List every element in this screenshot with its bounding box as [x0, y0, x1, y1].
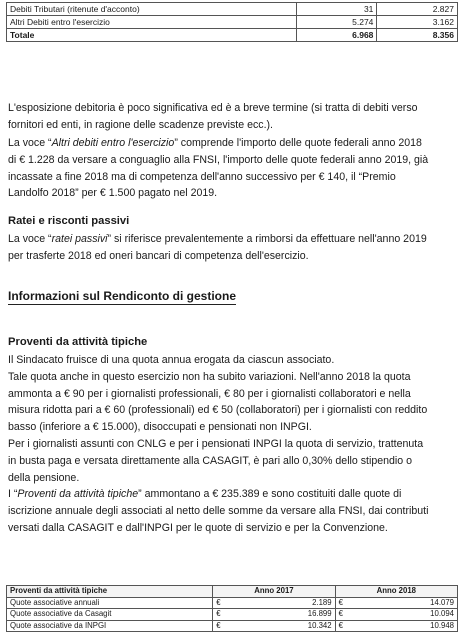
value-2017: 6.968 [296, 29, 377, 42]
value-2018: 8.356 [377, 29, 458, 42]
text-line: Il Sindacato fruisce di una quota annua erogata da ciascun associato. [8, 354, 335, 366]
text-fragment: ” si riferisce prevalentemente a rimborsi da effettuare nell'anno 2019 [107, 233, 427, 245]
text-line: di € 1.228 da versare a conguaglio alla FNSI, l'importo delle quote federali anno 2019, già [8, 153, 429, 166]
section-heading: Informazioni sul Rendiconto di gestione [8, 289, 237, 303]
text-line: della pensione. [8, 471, 80, 484]
currency-symbol: € [335, 620, 351, 632]
row-label: Quote associative da INPGI [7, 620, 213, 632]
value-2017: 2.189 [229, 597, 335, 609]
text-fragment: La voce “ [8, 137, 52, 149]
text-line: versati dalla CASAGIT e dall'INPGI per le quote di servizio e per la Convenzione. [8, 521, 388, 534]
value-2017: 10.342 [229, 620, 335, 632]
table-row [7, 16, 458, 29]
table-row [7, 609, 458, 621]
value-2018: 10.948 [352, 620, 458, 632]
text-line: Tale quota anche in questo esercizio non ha subito variazioni. Nell'anno 2018 la quota [8, 370, 411, 383]
debts-table [6, 2, 458, 42]
text-line: basso (inferiore a € 15.000), disoccupati e pensionati non INPGI. [8, 421, 312, 434]
value-2018: 14.079 [352, 597, 458, 609]
header-2017: Anno 2017 [213, 586, 335, 598]
row-label: Totale [7, 29, 297, 42]
proventi-table [6, 585, 458, 632]
value-2018: 10.094 [352, 609, 458, 621]
table-header-row [7, 586, 458, 598]
value-2018: 2.827 [377, 3, 458, 16]
currency-symbol: € [213, 609, 229, 621]
header-label: Proventi da attività tipiche [7, 586, 213, 598]
paragraph-debt-exposure [8, 100, 460, 134]
row-label: Quote associative da Casagit [7, 609, 213, 621]
paragraph-other-debts [8, 135, 460, 202]
paragraph-proventi [8, 352, 460, 537]
table-row [7, 620, 458, 632]
text-line: Per i giornalisti assunti con CNLG e per i pensionati INPGI la quota di servizio, trattenuta [8, 437, 424, 450]
text-fragment: I “ [8, 488, 18, 501]
text-line: L'esposizione debitoria è poco significativa ed è a breve termine (si tratta di debiti verso [8, 102, 418, 114]
italic-term: ratei passivi [51, 233, 108, 245]
text-line: Landolfo 2018” per € 1.500 pagato nel 2019. [8, 187, 218, 200]
text-fragment: ” ammontano a € 235.389 e sono costituiti dalle quote di [138, 488, 402, 501]
heading-proventi: Proventi da attività tipiche [8, 336, 148, 348]
text-fragment: La voce “ [8, 233, 52, 245]
currency-symbol: € [213, 597, 229, 609]
table-row-total [7, 29, 458, 42]
currency-symbol: € [335, 609, 351, 621]
heading-ratei: Ratei e risconti passivi [8, 215, 130, 227]
text-line: per trasferte 2018 ed oneri bancari di competenza dell'esercizio. [8, 249, 309, 262]
table-row [7, 3, 458, 16]
table-row [7, 597, 458, 609]
text-line: fornitori ed enti, in ragione delle scadenze previste ecc.). [8, 118, 273, 131]
text-line: ammonta a € 90 per i giornalisti professionali, € 80 per i giornalisti collaboratori e nella [8, 387, 411, 400]
value-2017: 31 [296, 3, 377, 16]
text-line: in busta paga e versata direttamente alla CASAGIT, è pari allo 0,30% dello stipendio o [8, 454, 412, 467]
currency-symbol: € [213, 620, 229, 632]
value-2017: 16.899 [229, 609, 335, 621]
text-line: misura ridotta pari a € 60 (professionali) ed € 50 (collaboratori) per i giornalisti con reddito [8, 404, 428, 417]
row-label: Quote associative annuali [7, 597, 213, 609]
value-2017: 5.274 [296, 16, 377, 29]
italic-term: Proventi da attività tipiche [17, 488, 139, 501]
value-2018: 3.162 [377, 16, 458, 29]
text-fragment: ” comprende l'importo delle quote federali anno 2018 [174, 137, 422, 149]
row-label: Altri Debiti entro l'esercizio [7, 16, 297, 29]
row-label: Debiti Tributari (ritenute d'acconto) [7, 3, 297, 16]
header-2018: Anno 2018 [335, 586, 457, 598]
text-line: incassate a fine 2018 ma di competenza dell'anno successivo per € 140, il “Premio [8, 170, 396, 183]
text-line: iscrizione annuale degli associati al netto delle somme da versare alla FNSI, dai contributi [8, 505, 429, 518]
currency-symbol: € [335, 597, 351, 609]
paragraph-ratei [8, 231, 460, 265]
italic-term: Altri debiti entro l'esercizio [51, 137, 175, 149]
